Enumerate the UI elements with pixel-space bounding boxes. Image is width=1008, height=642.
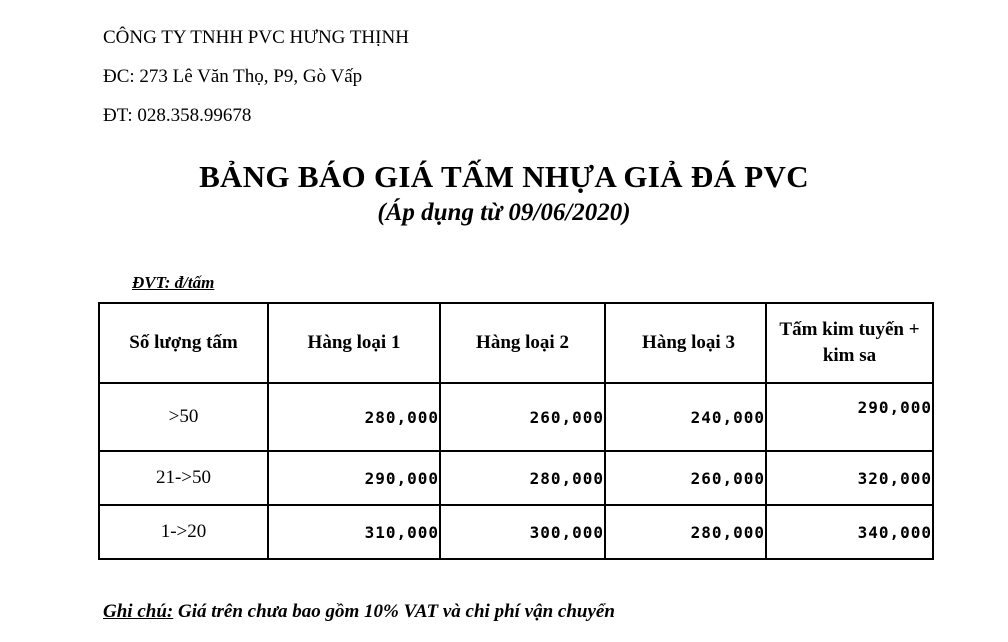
note-text: Giá trên chưa bao gồm 10% VAT và chi phí vận chuyển (177, 601, 615, 622)
page-subtitle: (Áp dụng từ 09/06/2020) (377, 199, 631, 226)
company-address: ĐC: 273 Lê Văn Thọ, P9, Gò Vấp (103, 66, 363, 87)
header-glitter (766, 303, 933, 383)
price-cell: 320,000 (766, 451, 933, 505)
table-row (99, 451, 933, 505)
page-title: BẢNG BÁO GIÁ TẤM NHỰA GIẢ ĐÁ PVC (199, 159, 809, 194)
price-cell: 240,000 (605, 383, 766, 451)
company-phone: ĐT: 028.358.99678 (103, 105, 252, 126)
header-grade-3: Hàng loại 3 (605, 303, 766, 383)
price-cell: 260,000 (440, 383, 605, 451)
quantity-cell: >50 (99, 383, 268, 451)
price-cell: 280,000 (605, 505, 766, 559)
table-row (99, 505, 933, 559)
header-grade-1: Hàng loại 1 (268, 303, 440, 383)
price-cell: 340,000 (766, 505, 933, 559)
price-table (98, 302, 934, 560)
header-quantity: Số lượng tấm (99, 303, 268, 383)
price-cell: 290,000 (268, 451, 440, 505)
price-cell: 290,000 (766, 383, 933, 451)
header-glitter-text: Tấm kim tuyến + kim sa (779, 319, 920, 366)
price-cell: 280,000 (268, 383, 440, 451)
note-label: Ghi chú: (103, 601, 174, 622)
price-cell: 310,000 (268, 505, 440, 559)
price-cell: 260,000 (605, 451, 766, 505)
note (103, 600, 615, 624)
quantity-cell: 21->50 (99, 451, 268, 505)
price-cell: 280,000 (440, 451, 605, 505)
unit-label: ĐVT: đ/tấm (132, 273, 215, 292)
table-header-row (99, 303, 933, 383)
company-name: CÔNG TY TNHH PVC HƯNG THỊNH (103, 27, 409, 48)
table-row (99, 383, 933, 451)
header-grade-2: Hàng loại 2 (440, 303, 605, 383)
quantity-cell: 1->20 (99, 505, 268, 559)
price-cell: 300,000 (440, 505, 605, 559)
